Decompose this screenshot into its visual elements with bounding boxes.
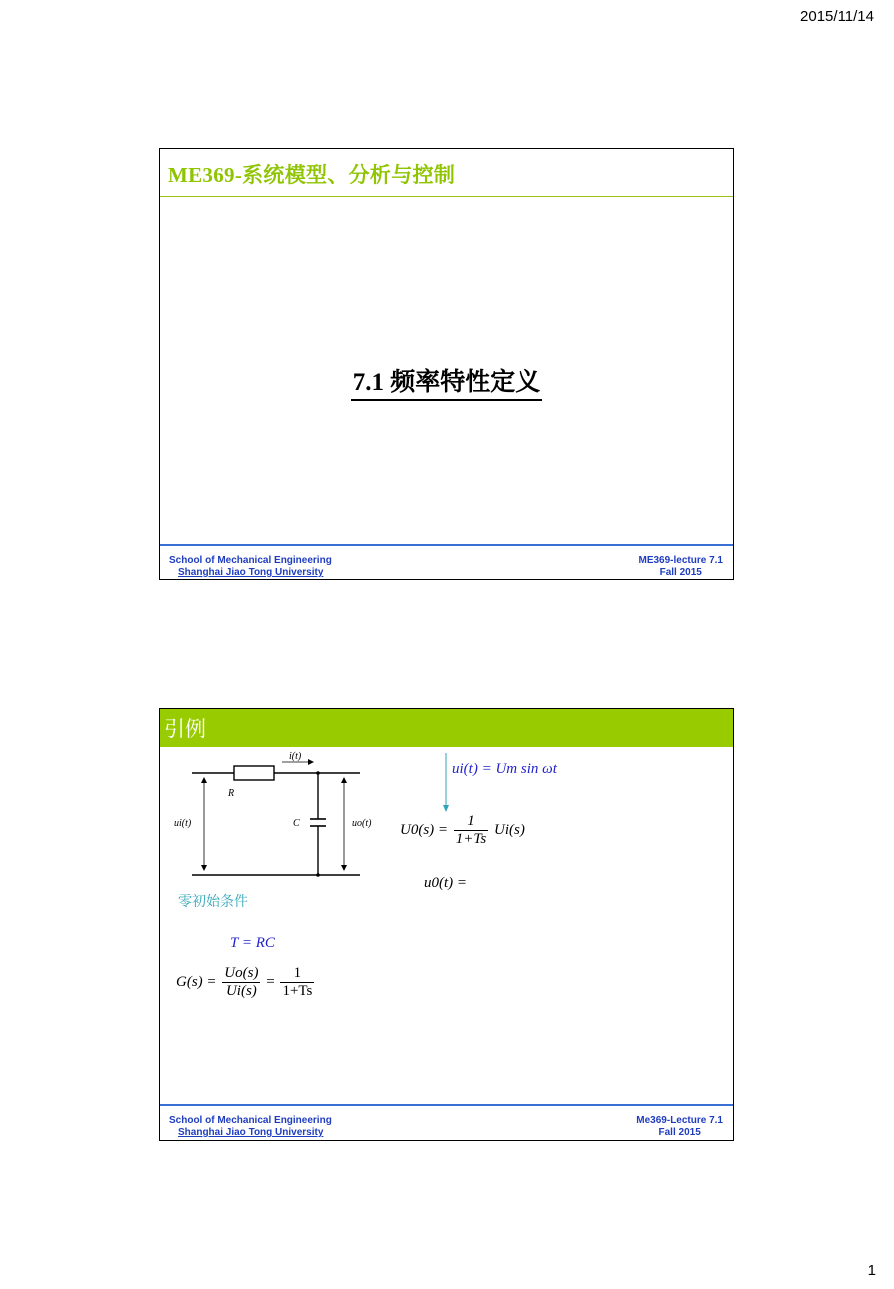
- u0s-rhs: Ui(s): [493, 821, 525, 838]
- g-fraction-1: [222, 965, 260, 1000]
- section-heading: 7.1 频率特性定义: [351, 369, 543, 401]
- down-arrow-icon: [441, 753, 451, 813]
- resistor-symbol: [234, 766, 274, 780]
- footer-divider: [160, 544, 733, 546]
- footer-lecture-line1: ME369-lecture 7.1: [638, 555, 723, 566]
- current-label: i(t): [289, 751, 302, 762]
- footer-lecture-line2: Fall 2015: [659, 567, 702, 578]
- footer-lecture-line1: Me369-Lecture 7.1: [636, 1115, 723, 1126]
- footer-school: [169, 1115, 332, 1139]
- g-lhs: G(s) =: [176, 973, 217, 990]
- capacitor-label: C: [293, 818, 300, 829]
- title-divider: [160, 196, 733, 197]
- section-heading-wrap: [160, 369, 733, 401]
- zero-initial-condition: 零初始条件: [178, 894, 248, 910]
- u0s-den: 1+Ts: [455, 831, 487, 847]
- output-laplace-eq: [400, 813, 525, 848]
- transfer-function-eq: [176, 965, 316, 1000]
- g-den-2: 1+Ts: [282, 983, 313, 999]
- output-time-eq: u0(t) =: [424, 875, 468, 891]
- page-number: 1: [867, 1262, 876, 1279]
- g-equals: =: [266, 973, 275, 990]
- input-signal-eq: ui(t) = Um sin ωt: [452, 761, 557, 777]
- footer-lecture-line2: Fall 2015: [658, 1127, 701, 1138]
- g-fraction-2: [280, 965, 314, 1000]
- slide-1: [159, 148, 734, 580]
- title-bar: [160, 709, 733, 747]
- footer-lecture: [636, 1115, 723, 1139]
- time-constant-eq: T = RC: [230, 935, 275, 951]
- footer-divider: [160, 1104, 733, 1106]
- u0s-fraction: [454, 813, 488, 848]
- g-den-1: Ui(s): [225, 983, 257, 999]
- footer-school-line2: Shanghai Jiao Tong University: [178, 567, 324, 578]
- course-title: ME369-系统模型、分析与控制: [168, 163, 456, 187]
- u0s-lhs: U0(s) =: [400, 821, 449, 838]
- input-voltage-label: ui(t): [174, 818, 192, 829]
- footer-school: [169, 555, 332, 579]
- slide-2: [159, 708, 734, 1141]
- footer-school-line2: Shanghai Jiao Tong University: [178, 1127, 324, 1138]
- page-date: 2015/11/14: [800, 8, 874, 25]
- footer-school-line1: School of Mechanical Engineering: [169, 1115, 332, 1126]
- u0s-num: 1: [454, 813, 488, 831]
- rc-circuit-diagram: [160, 749, 390, 889]
- g-num-1: Uo(s): [224, 965, 259, 981]
- footer-school-line1: School of Mechanical Engineering: [169, 555, 332, 566]
- g-num-2: 1: [280, 965, 314, 983]
- slide-title: 引例: [164, 717, 206, 741]
- resistor-label: R: [228, 788, 235, 799]
- footer-lecture: [639, 555, 724, 579]
- output-voltage-label: uo(t): [352, 818, 372, 829]
